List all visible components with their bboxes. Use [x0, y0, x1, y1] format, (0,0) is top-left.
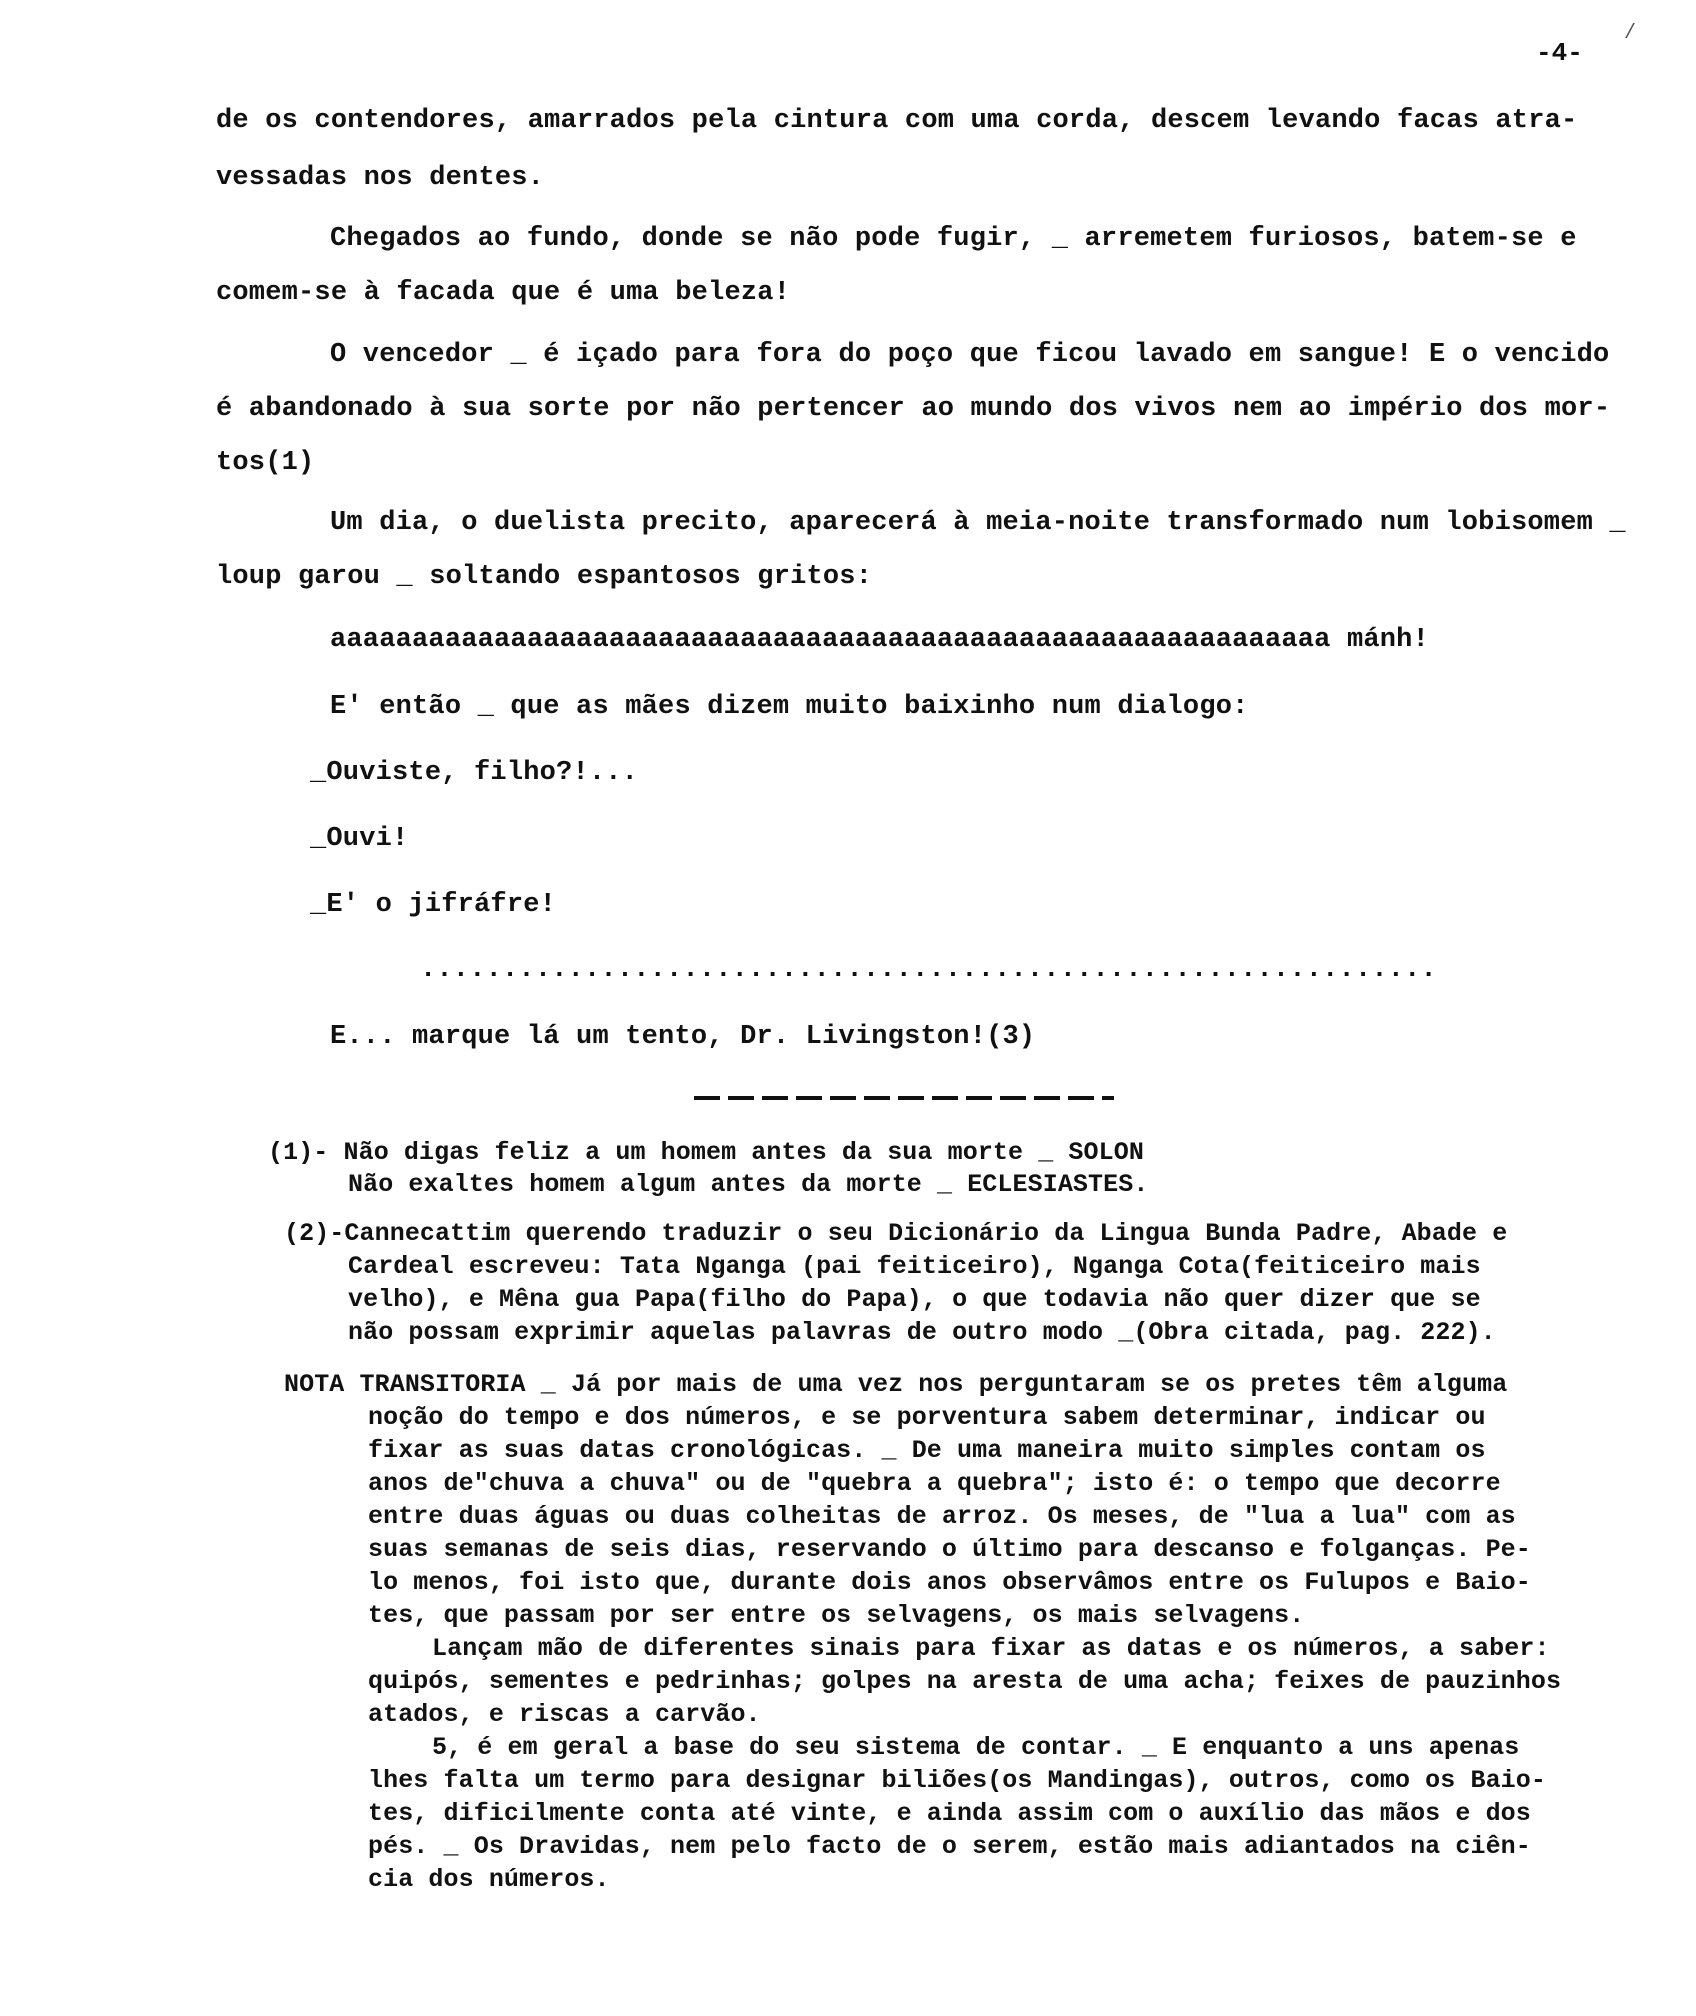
body-line-10: aaaaaaaaaaaaaaaaaaaaaaaaaaaaaaaaaaaaaaaaaaaaaaaaaaaaaaaaaaaaa mánh!	[330, 625, 1429, 655]
footnote-2-line-1: (2)-Cannecattim querendo traduzir o seu Dicionário da Lingua Bunda Padre, Abade e	[284, 1219, 1508, 1248]
transitory-note-line-12: 5, é em geral a base do seu sistema de contar. _ E enquanto a uns apenas	[432, 1733, 1520, 1762]
body-line-4: comem-se à facada que é uma beleza!	[216, 278, 791, 308]
body-line-1: de os contendores, amarrados pela cintura com uma corda, descem levando facas atra-	[216, 106, 1578, 136]
dialogue-line-2: _Ouvi!	[310, 824, 409, 854]
ellipsis-line: ..............................................................	[420, 955, 1437, 985]
body-line-7: tos(1)	[216, 448, 315, 478]
transitory-note-line-7: lo menos, foi isto que, durante dois anos observâmos entre os Fulupos e Baio-	[368, 1568, 1531, 1597]
transitory-note-line-3: fixar as suas datas cronológicas. _ De uma maneira muito simples contam os	[368, 1436, 1486, 1465]
footnote-1-line-2: Não exaltes homem algum antes da morte _ ECLESIASTES.	[348, 1170, 1149, 1199]
body-line-3: Chegados ao fundo, donde se não pode fugir, _ arremetem furiosos, batem-se e	[330, 224, 1577, 254]
footnote-2-line-2: Cardeal escreveu: Tata Nganga (pai feiticeiro), Nganga Cota(feiticeiro mais	[348, 1252, 1481, 1281]
section-separator	[694, 1096, 1114, 1100]
transitory-note-line-6: suas semanas de seis dias, reservando o último para descanso e folganças. Pe-	[368, 1535, 1531, 1564]
footnote-2-line-4: não possam exprimir aquelas palavras de outro modo _(Obra citada, pag. 222).	[348, 1318, 1496, 1347]
body-line-8: Um dia, o duelista precito, aparecerá à meia-noite transformado num lobisomem _	[330, 508, 1626, 538]
body-line-closing: E... marque lá um tento, Dr. Livingston!(3)	[330, 1022, 1036, 1052]
body-line-6: é abandonado à sua sorte por não pertencer ao mundo dos vivos nem ao império dos mor-	[216, 394, 1611, 424]
transitory-note-line-8: tes, que passam por ser entre os selvagens, os mais selvagens.	[368, 1601, 1305, 1630]
transitory-note-line-5: entre duas águas ou duas colheitas de arroz. Os meses, de "lua a lua" com as	[368, 1502, 1516, 1531]
transitory-note-line-4: anos de"chuva a chuva" ou de "quebra a quebra"; isto é: o tempo que decorre	[368, 1469, 1501, 1498]
transitory-note-line-14: tes, dificilmente conta até vinte, e ainda assim com o auxílio das mãos e dos	[368, 1799, 1531, 1828]
transitory-note-line-2: noção do tempo e dos números, e se porventura sabem determinar, indicar ou	[368, 1403, 1486, 1432]
footnote-2-line-3: velho), e Mêna gua Papa(filho do Papa), o que todavia não quer dizer que se	[348, 1285, 1481, 1314]
transitory-note-line-16: cia dos números.	[368, 1865, 610, 1894]
corner-mark: /	[1624, 22, 1637, 45]
body-line-5: O vencedor _ é içado para fora do poço que ficou lavado em sangue! E o vencido	[330, 340, 1610, 370]
transitory-note-line-9: Lançam mão de diferentes sinais para fixar as datas e os números, a saber:	[432, 1634, 1550, 1663]
transitory-note-line-13: lhes falta um termo para designar biliões(os Mandingas), outros, como os Baio-	[368, 1766, 1546, 1795]
body-line-2: vessadas nos dentes.	[216, 163, 545, 193]
footnote-1-line-1: (1)- Não digas feliz a um homem antes da sua morte _ SOLON	[268, 1138, 1144, 1167]
body-line-9: loup garou _ soltando espantosos gritos:	[216, 562, 873, 592]
transitory-note-line-1: NOTA TRANSITORIA _ Já por mais de uma vez nos perguntaram se os pretes têm alguma	[284, 1370, 1508, 1399]
body-line-11: E' então _ que as mães dizem muito baixinho num dialogo:	[330, 692, 1249, 722]
dialogue-line-1: _Ouviste, filho?!...	[310, 758, 639, 788]
transitory-note-line-15: pés. _ Os Dravidas, nem pelo facto de o serem, estão mais adiantados na ciên-	[368, 1832, 1531, 1861]
dialogue-line-3: _E' o jifráfre!	[310, 890, 557, 920]
transitory-note-line-10: quipós, sementes e pedrinhas; golpes na aresta de uma acha; feixes de pauzinhos	[368, 1667, 1562, 1696]
transitory-note-line-11: atados, e riscas a carvão.	[368, 1700, 761, 1729]
page-number: -4-	[1536, 38, 1583, 68]
